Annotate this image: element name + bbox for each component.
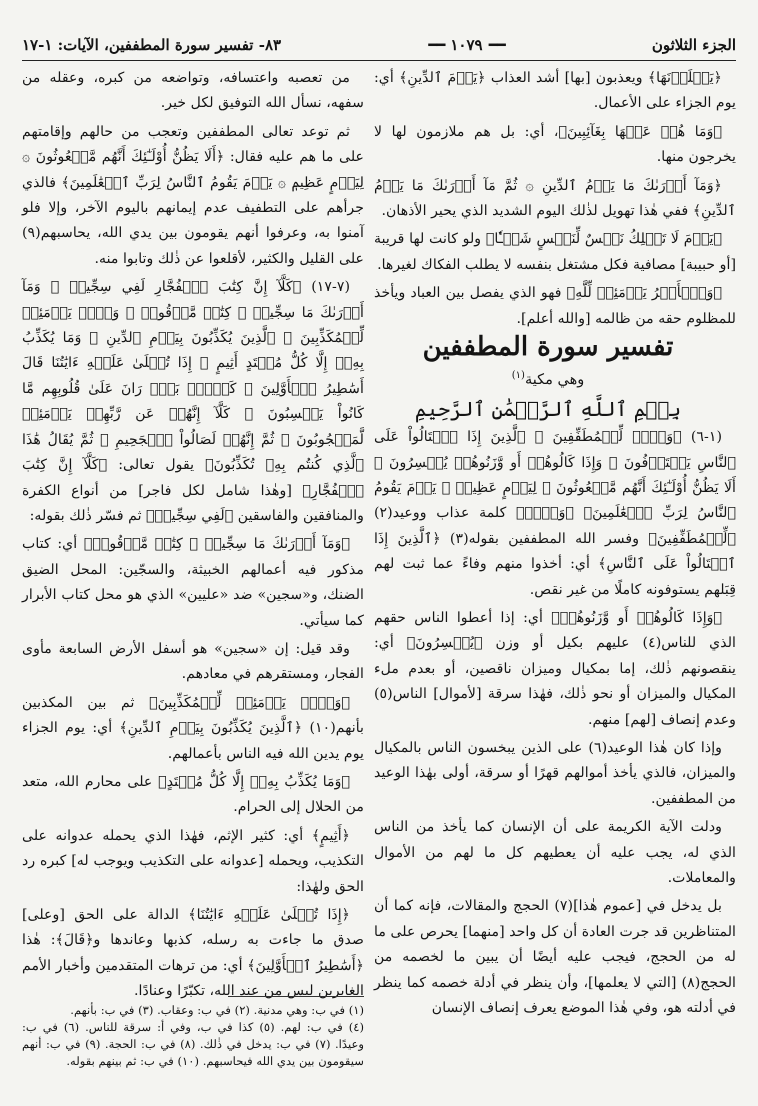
paragraph: ﴿وَمَآ أَدۡرَىٰكَ مَا سِجِّينٞ ۞ كِتَٰبٞ مَّرۡقُومٞ﴾ أي: كتاب مذكور فيه أعمالهم الخبيثة، والسجّين: المحل الضيق الضنك، و«سجين» ضد «عليين» الذي هو محل كتاب الأبرار كما سيأتي. <box>22 536 364 629</box>
surah-subtitle-text: وهي مكية <box>524 372 585 389</box>
paragraph: ﴿وَمَا هُمۡ عَنۡهَا بِغَآئِبِينَ﴾، أي: بل هم ملازمون لها لا يخرجون منها. <box>374 123 736 166</box>
paragraph: بل يدخل في [عموم هٰذا](٧) الحجج والمقالات، فإنه كما أن المتناظرين قد جرت العادة أن كل واحد [منهما] يحرص على ما له من الحجج، فيجب عليه أيضًا أن يبين ما لخصمه من الحجج(٨) [التي لا يعلمها]، وأن ينظر في أدلة خصمه كما ينظر في أدلته هو، وفي هٰذا الموضع يعرف إنصاف الإنسان <box>374 898 736 1017</box>
footnote-rule <box>228 996 364 997</box>
paragraph: ﴿وَمَآ أَدۡرَىٰكَ مَا يَوۡمُ ٱلدِّينِ ۞ ثُمَّ مَآ أَدۡرَىٰكَ مَا يَوۡمُ ٱلدِّينِ﴾ ففي هٰذا تهويل لذٰلك اليوم الشديد الذي يحير الأذهان. <box>374 177 736 220</box>
header-rule <box>22 60 736 61</box>
surah-range-label: ٨٣- تفسير سورة المطففين، الآيات: ١-١٧ <box>22 36 282 54</box>
paragraph: وقد قيل: إن «سجين» هو أسفل الأرض السابعة مأوى الفجار، ومستقرهم في معادهم. <box>22 640 364 683</box>
paragraph: ﴿يَصۡلَوۡنَهَا﴾ ويعذبون [بها] أشد العذاب ﴿يَوۡمَ ٱلدِّينِ﴾ أي: يوم الجزاء على الأعمال. <box>374 70 736 112</box>
footnote-line: (١) في ب: وهي مدنية. (٢) في ب: وعقاب. (٣) في ب: بأنهم. <box>70 1003 364 1017</box>
paragraph: من تعصبه واعتسافه، وتواضعه من كبره، وعقله من سفهه، نسأل الله التوفيق لكل خير. <box>22 70 364 112</box>
page-number: ١٠٧٩ <box>450 36 483 54</box>
header-dash-right: ━━ <box>488 36 505 54</box>
basmala: بِسۡمِ ٱللَّهِ ٱلرَّحۡمَٰنِ ٱلرَّحِيمِ <box>414 396 682 421</box>
paragraph: ﴿وَإِذَا كَالُوهُمۡ أَو وَّزَنُوهُمۡ﴾ أي: إذا أعطوا الناس حقهم الذي للناس(٤) عليهم بكيل أو وزن ﴿يُخۡسِرُونَ﴾ أي: ينقصونهم ذٰلك، إما بمكيال وميزان ناقصين، أو بعدم ملء المكيال والميزان أو نحو ذٰلك، فهٰذا سرقة [لأموال] الناس(٥) وعدم إنصاف [لهم] منهم. <box>374 609 736 728</box>
paragraph: (١-٦) ﴿وَيۡلٞ لِّلۡمُطَفِّفِينَ ۞ ٱلَّذِينَ إِذَا ٱكۡتَالُواْ عَلَى ٱلنَّاسِ يَسۡتَوۡفُونَ ۞ وَإِذَا كَالُوهُمۡ أَو وَّزَنُوهُمۡ يُخۡسِرُونَ ۞ أَلَا يَظُنُّ أُوْلَـٰٓئِكَ أَنَّهُم مَّبۡعُوثُونَ ۞ لِيَوۡمٍ عَظِيمٖ ۞ يَوۡمَ يَقُومُ ٱلنَّاسُ لِرَبِّ ٱلۡعَٰلَمِينَ﴾ ﴿وَيۡلٞ﴾ كلمة عذاب ووعيد(٢) ﴿لِّلۡمُطَفِّفِينَ﴾ وفسر الله المطففين بقوله(٣) ﴿ٱلَّذِينَ إِذَا ٱكۡتَالُواْ عَلَى ٱلنَّاسِ﴾ أي: أخذوا منهم وفاءً عما ثبت لهم قِبَلهم يستوفونه كاملًا من غير نقص. <box>374 429 736 598</box>
paragraph: ﴿وَمَا يُكَذِّبُ بِهِۦٓ إِلَّا كُلُّ مُعۡتَدٍ﴾ على محارم الله، متعد من الحلال إلى الحرام. <box>22 773 364 816</box>
left-column <box>22 66 364 1000</box>
paragraph: ثم توعد تعالى المطففين وتعجب من حالهم وإقامتهم على ما هم عليه فقال: ﴿أَلَا يَظُنُّ أُوْلَـٰٓئِكَ أَنَّهُم مَّبۡعُوثُونَ ۞ لِيَوۡمٍ عَظِيمٖ ۞ يَوۡمَ يَقُومُ ٱلنَّاسُ لِرَبِّ ٱلۡعَٰلَمِينَ﴾ فالذي جرأهم على التطفيف عدم إيمانهم باليوم الآخر، وإلا فلو آمنوا به، وعرفوا أنهم يقومون بين يدي الله، يحاسبهم(٩) على القليل والكثير، لأقلعوا عن ذٰلك وتابوا منه. <box>22 123 364 267</box>
paragraph: ﴿أَثِيمٍ﴾ أي: كثير الإثم، فهٰذا الذي يحمله عدوانه على التكذيب، ويحمله [عدوانه على التكذيب ويوجب له] كبره رد الحق ولهٰذا: <box>22 827 364 895</box>
part-label: الجزء الثلاثون <box>651 36 736 54</box>
page-header <box>22 32 736 58</box>
surah-subtitle <box>374 363 736 393</box>
surah-title: تفسير سورة المطففين <box>422 332 674 363</box>
footnote-line: (٤) في ب: لهم. (٥) كذا في ب، وفي أ: سرقة للناس. (٦) في ب: وعيدًا. (٧) في ب: يدخل في ذٰلك. (٨) في ب: الحجة. (٩) في ب: أنهم سيقومون بين يدي الله فيحاسبهم. (١٠) في ب: ثم بينهم بقوله. <box>22 1020 364 1068</box>
paragraph: (٧-١٧) ﴿كَلَّآ إِنَّ كِتَٰبَ ٱلۡفُجَّارِ لَفِي سِجِّينٖ ۞ وَمَآ أَدۡرَىٰكَ مَا سِجِّينٞ ۞ كِتَٰبٞ مَّرۡقُومٞ ۞ وَيۡلٞ يَوۡمَئِذٖ لِّلۡمُكَذِّبِينَ ۞ ٱلَّذِينَ يُكَذِّبُونَ بِيَوۡمِ ٱلدِّينِ ۞ وَمَا يُكَذِّبُ بِهِۦٓ إِلَّا كُلُّ مُعۡتَدٍ أَثِيمٍ ۞ إِذَا تُتۡلَىٰ عَلَيۡهِ ءَايَٰتُنَا قَالَ أَسَٰطِيرُ ٱلۡأَوَّلِينَ ۞ كَلَّاۖ بَلۡۜ رَانَ عَلَىٰ قُلُوبِهِم مَّا كَانُواْ يَكۡسِبُونَ ۞ كَلَّآ إِنَّهُمۡ عَن رَّبِّهِمۡ يَوۡمَئِذٖ لَّمَحۡجُوبُونَ ۞ ثُمَّ إِنَّهُمۡ لَصَالُواْ ٱلۡجَحِيمِ ۞ ثُمَّ يُقَالُ هَٰذَا ٱلَّذِي كُنتُم بِهِۦ تُكَذِّبُونَ﴾ يقول تعالى: ﴿كَلَّآ إِنَّ كِتَٰبَ ٱلۡفُجَّارِ﴾ [وهٰذا شامل لكل فاجر] من أنواع الكفرة والمنافقين والفاسقين ﴿لَفِي سِجِّينٖ﴾ ثم فسّر ذٰلك بقوله: <box>22 279 364 524</box>
paragraph: وإذا كان هٰذا الوعيد(٦) على الذين يبخسون الناس بالمكيال والميزان، فالذي يأخذ أموالهم قهرًا أو سرقة، أولى بهٰذا الوعيد من المطففين. <box>374 739 736 807</box>
footnotes <box>22 1002 364 1070</box>
paragraph: ﴿إِذَا تُتۡلَىٰ عَلَيۡهِ ءَايَٰتُنَا﴾ الدالة على الحق [وعلى] صدق ما جاءت به رسله، كذبها وعاندها و﴿قَالَ﴾: هٰذا ﴿أَسَٰطِيرُ ٱلۡأَوَّلِينَ﴾ أي: من ترهات المتقدمين وأخبار الأمم الغابرين ليس من عند الله، تكبّرًا وعنادًا. <box>22 907 364 1000</box>
header-center <box>428 36 504 54</box>
header-dash-left: ━━ <box>428 36 445 54</box>
paragraph: ودلت الآية الكريمة على أن الإنسان كما يأخذ من الناس الذي له، يجب عليه أن يعطيهم كل ما لهم من الأموال والمعاملات. <box>374 819 736 887</box>
footnote-ref: (١) <box>511 370 525 382</box>
paragraph: ﴿وَٱلۡأَمۡرُ يَوۡمَئِذٖ لِّلَّهِ﴾ فهو الذي يفصل بين العباد ويأخذ للمظلوم حقه من ظالمه [والله أعلم]. <box>374 285 736 327</box>
paragraph: ﴿يَوۡمَ لَا تَمۡلِكُ نَفۡسٌ لِّنَفۡسٍ شَيۡـٔٗا﴾ ولو كانت لها قريبة [أو حبيبة] مصافية فكل مشتغل بنفسه لا يطلب الفكاك لغيرها. <box>374 231 736 273</box>
right-column <box>374 66 736 1086</box>
paragraph: ﴿وَيۡلٞ يَوۡمَئِذٖ لِّلۡمُكَذِّبِينَ﴾ ثم بين المكذبين بأنهم(١٠) ﴿ٱلَّذِينَ يُكَذِّبُونَ بِيَوۡمِ ٱلدِّينِ﴾ أي: يوم الجزاء يوم يدين الله فيه الناس بأعمالهم. <box>22 694 364 762</box>
